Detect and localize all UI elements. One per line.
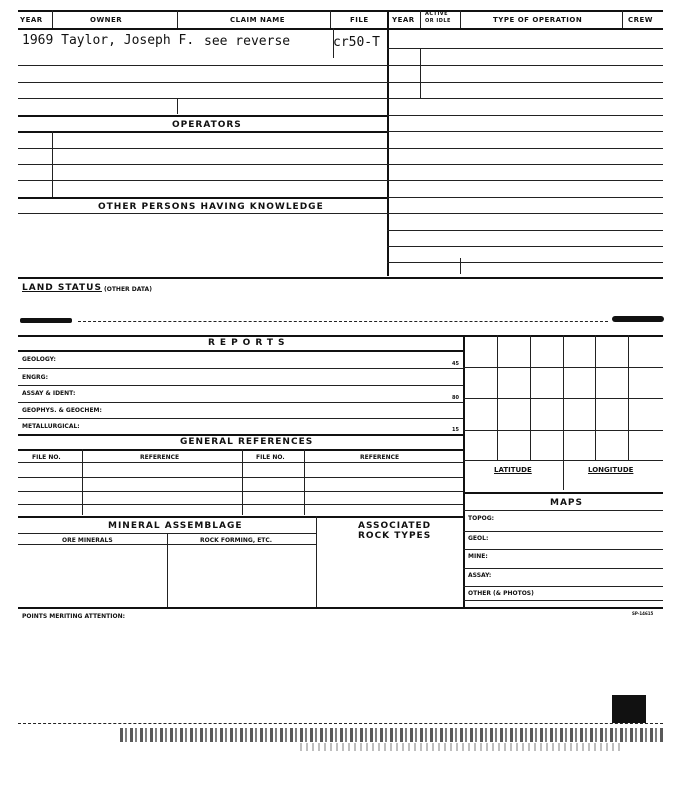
report-metallurgical-num: 15 bbox=[452, 427, 459, 433]
form-code: SP-14615 bbox=[632, 611, 654, 616]
maps-assay: ASSAY: bbox=[468, 572, 492, 579]
divider bbox=[420, 48, 421, 98]
row-line bbox=[463, 549, 663, 550]
header-bottom-border bbox=[18, 28, 663, 30]
report-geology-num: 45 bbox=[452, 361, 459, 367]
row-line bbox=[18, 148, 387, 149]
report-assay: ASSAY & IDENT: bbox=[22, 390, 76, 397]
row-line bbox=[18, 65, 387, 66]
divider bbox=[167, 533, 168, 607]
divider bbox=[330, 10, 331, 28]
mineral-assemblage-title: MINERAL ASSEMBLAGE bbox=[108, 521, 243, 531]
row-line bbox=[387, 197, 663, 198]
reports-top-border bbox=[18, 335, 663, 337]
top-border bbox=[18, 10, 663, 12]
row-line bbox=[18, 516, 463, 518]
row-line bbox=[387, 115, 663, 116]
entry-year-owner: 1969 Taylor, Joseph F. bbox=[22, 33, 195, 48]
row-line bbox=[387, 213, 663, 214]
ore-minerals-header: ORE MINERALS bbox=[62, 537, 113, 544]
grid-line bbox=[463, 460, 663, 461]
reports-right-divider bbox=[463, 335, 465, 607]
row-line bbox=[18, 197, 387, 199]
maps-topog: TOPOG: bbox=[468, 515, 495, 522]
row-line bbox=[463, 492, 663, 494]
divider bbox=[460, 258, 461, 274]
header-year: YEAR bbox=[20, 16, 43, 24]
divider bbox=[333, 28, 334, 58]
ref-reference-1: REFERENCE bbox=[140, 454, 180, 461]
row-line bbox=[18, 180, 387, 181]
row-line bbox=[463, 531, 663, 532]
header-claim-name: CLAIM NAME bbox=[230, 16, 286, 24]
land-status-label: LAND STATUS bbox=[22, 283, 102, 293]
points-meriting-label: POINTS MERITING ATTENTION: bbox=[22, 613, 126, 620]
row-line bbox=[18, 504, 463, 505]
maps-geol: GEOL: bbox=[468, 535, 489, 542]
lower-section-border bbox=[18, 607, 663, 609]
divider bbox=[420, 10, 421, 28]
row-line bbox=[463, 586, 663, 587]
ink-smudge bbox=[612, 316, 664, 322]
rock-forming-header: ROCK FORMING, ETC. bbox=[200, 537, 273, 544]
header-file: FILE bbox=[350, 16, 369, 24]
grid-line bbox=[563, 335, 564, 490]
row-line bbox=[18, 82, 387, 83]
grid-line bbox=[463, 367, 663, 368]
row-line bbox=[18, 115, 387, 117]
divider bbox=[82, 449, 83, 515]
report-geology: GEOLOGY: bbox=[22, 356, 56, 363]
header-or-idle: OR IDLE bbox=[425, 18, 451, 24]
latitude-label: LATITUDE bbox=[494, 466, 532, 474]
ref-file-no-1: FILE NO. bbox=[32, 454, 61, 461]
row-line bbox=[387, 148, 663, 149]
row-line bbox=[387, 246, 663, 247]
divider bbox=[177, 98, 178, 114]
header-active: ACTIVE bbox=[425, 11, 449, 17]
row-line bbox=[18, 434, 463, 436]
row-line bbox=[387, 131, 663, 132]
divider bbox=[304, 449, 305, 515]
divider bbox=[460, 10, 461, 28]
row-line bbox=[387, 262, 663, 263]
scan-noise bbox=[300, 743, 620, 751]
reports-title: REPORTS bbox=[208, 338, 290, 348]
grid-line bbox=[463, 430, 663, 431]
longitude-label: LONGITUDE bbox=[588, 466, 634, 474]
land-status-sub: (OTHER DATA) bbox=[104, 286, 152, 293]
maps-mine: MINE: bbox=[468, 553, 488, 560]
divider bbox=[316, 516, 317, 607]
report-engrg: ENGRG: bbox=[22, 374, 48, 381]
row-line bbox=[18, 385, 463, 386]
entry-claim-name: see reverse bbox=[204, 34, 291, 49]
other-persons-label: OTHER PERSONS HAVING KNOWLEDGE bbox=[98, 202, 324, 212]
divider bbox=[622, 10, 623, 28]
divider bbox=[52, 10, 53, 28]
row-line bbox=[18, 418, 463, 419]
row-line bbox=[18, 98, 387, 99]
row-line bbox=[387, 82, 663, 83]
header-type-of-operation: TYPE OF OPERATION bbox=[493, 16, 583, 24]
row-line bbox=[387, 48, 663, 49]
maps-title: MAPS bbox=[550, 498, 583, 508]
row-line bbox=[18, 402, 463, 403]
general-references-title: GENERAL REFERENCES bbox=[180, 437, 314, 447]
row-line bbox=[18, 491, 463, 492]
ref-file-no-2: FILE NO. bbox=[256, 454, 285, 461]
land-status-line bbox=[78, 321, 608, 322]
row-line bbox=[463, 600, 663, 601]
ink-smudge bbox=[20, 318, 72, 323]
row-line bbox=[387, 230, 663, 231]
operators-label: OPERATORS bbox=[172, 120, 242, 130]
header-year-2: YEAR bbox=[392, 16, 415, 24]
row-line bbox=[18, 213, 387, 214]
divider bbox=[242, 449, 243, 515]
grid-line bbox=[463, 398, 663, 399]
row-line bbox=[463, 568, 663, 569]
upper-section-bottom bbox=[18, 277, 663, 279]
report-assay-num: 80 bbox=[452, 395, 459, 401]
row-line bbox=[18, 131, 387, 133]
header-crew: CREW bbox=[628, 16, 654, 24]
header-owner: OWNER bbox=[90, 16, 123, 24]
row-line bbox=[18, 164, 387, 165]
ref-reference-2: REFERENCE bbox=[360, 454, 400, 461]
scan-noise bbox=[120, 728, 663, 742]
report-geophys: GEOPHYS. & GEOCHEM: bbox=[22, 407, 102, 414]
reports-header-border bbox=[18, 350, 463, 352]
associated-rock-types-2: ROCK TYPES bbox=[358, 531, 432, 541]
main-vertical-divider bbox=[387, 10, 389, 276]
row-line bbox=[18, 477, 463, 478]
row-line bbox=[18, 368, 463, 369]
entry-file: cr50-T bbox=[333, 35, 380, 50]
divider bbox=[177, 10, 178, 28]
row-line bbox=[18, 449, 463, 451]
row-line bbox=[387, 180, 663, 181]
report-metallurgical: METALLURGICAL: bbox=[22, 423, 80, 430]
row-line bbox=[387, 65, 663, 66]
bottom-line bbox=[18, 723, 663, 724]
associated-rock-types-1: ASSOCIATED bbox=[358, 521, 432, 531]
maps-other: OTHER (& PHOTOS) bbox=[468, 590, 534, 597]
divider bbox=[52, 131, 53, 197]
row-line bbox=[387, 98, 663, 99]
row-line bbox=[463, 510, 663, 511]
row-line bbox=[387, 164, 663, 165]
ink-block bbox=[612, 695, 646, 723]
row-line bbox=[18, 462, 463, 463]
